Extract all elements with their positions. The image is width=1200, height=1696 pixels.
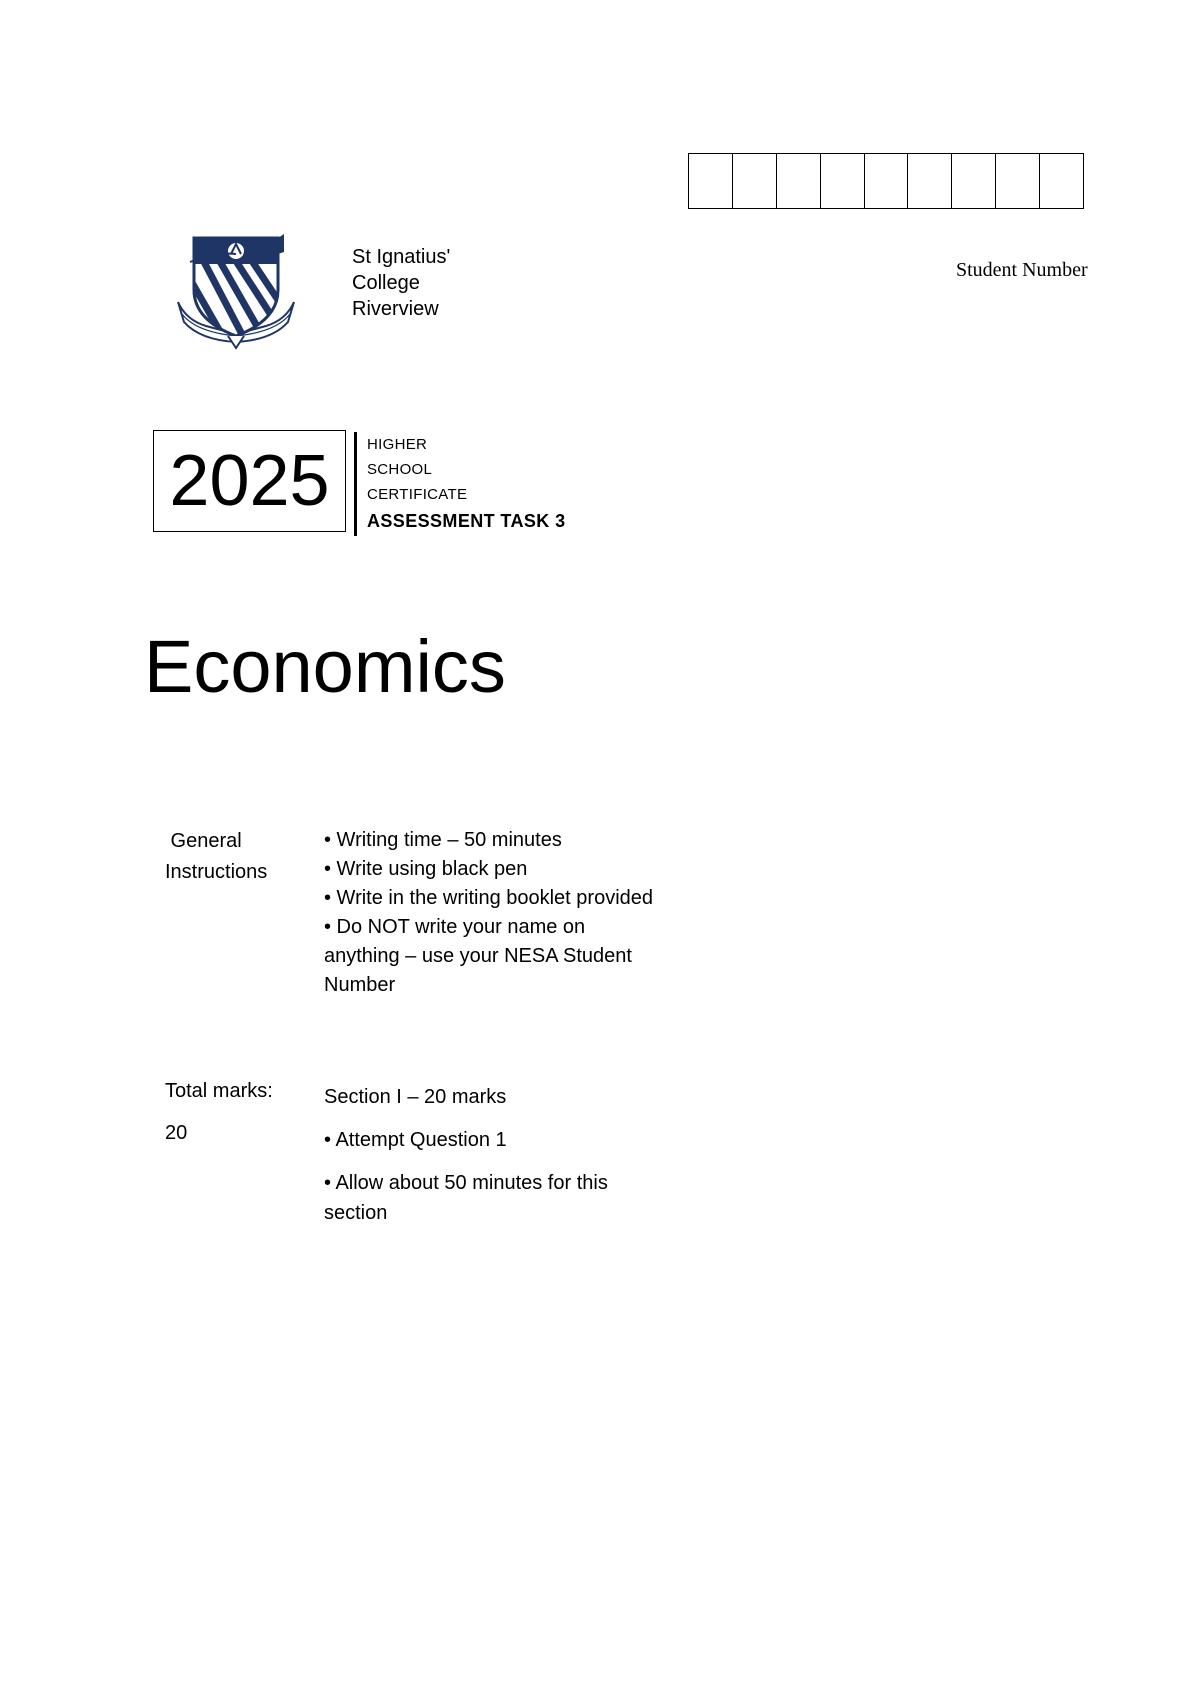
student-number-label: Student Number [956, 259, 1088, 281]
general-instructions-label [165, 826, 267, 888]
certificate-line: SCHOOL [367, 461, 433, 478]
instruction-item: • Do NOT write your name on anything – use your NESA Student Number [324, 916, 632, 996]
general-instructions-label-line: General [165, 830, 242, 852]
year-divider [354, 432, 357, 536]
school-name-line: Riverview [352, 298, 439, 320]
student-number-box [777, 154, 821, 208]
instruction-item: • Writing time – 50 minutes [324, 829, 562, 851]
subject-title: Economics [144, 625, 506, 708]
section-item: Section I – 20 marks [324, 1086, 507, 1108]
certificate-title [367, 432, 566, 534]
instruction-item: • Write in the writing booklet provided [324, 887, 654, 909]
certificate-line: CERTIFICATE [367, 486, 468, 503]
assessment-task-label: ASSESSMENT TASK 3 [367, 511, 566, 531]
total-marks-label-text: Total marks: [165, 1080, 273, 1102]
year-box: 2025 [153, 430, 346, 532]
school-name-line: St Ignatius' [352, 246, 451, 268]
student-number-box [865, 154, 909, 208]
school-name-line: College [352, 272, 420, 294]
section-item: • Allow about 50 minutes for this section [324, 1172, 608, 1224]
student-number-box [821, 154, 865, 208]
general-instructions-label-line: Instructions [165, 861, 268, 883]
instruction-item: • Write using black pen [324, 858, 528, 880]
student-number-box [733, 154, 777, 208]
certificate-line: HIGHER [367, 436, 428, 453]
total-marks-value: 20 [165, 1122, 188, 1144]
total-marks-label [165, 1070, 273, 1154]
school-crest-icon [176, 232, 296, 350]
section-item: • Attempt Question 1 [324, 1129, 507, 1151]
general-instructions-list [324, 826, 654, 1000]
student-number-boxes [688, 153, 1084, 209]
school-name [352, 244, 450, 322]
student-number-box [1040, 154, 1083, 208]
student-number-box [996, 154, 1040, 208]
student-number-box [908, 154, 952, 208]
student-number-box [689, 154, 733, 208]
student-number-box [952, 154, 996, 208]
section-list [324, 1082, 654, 1241]
